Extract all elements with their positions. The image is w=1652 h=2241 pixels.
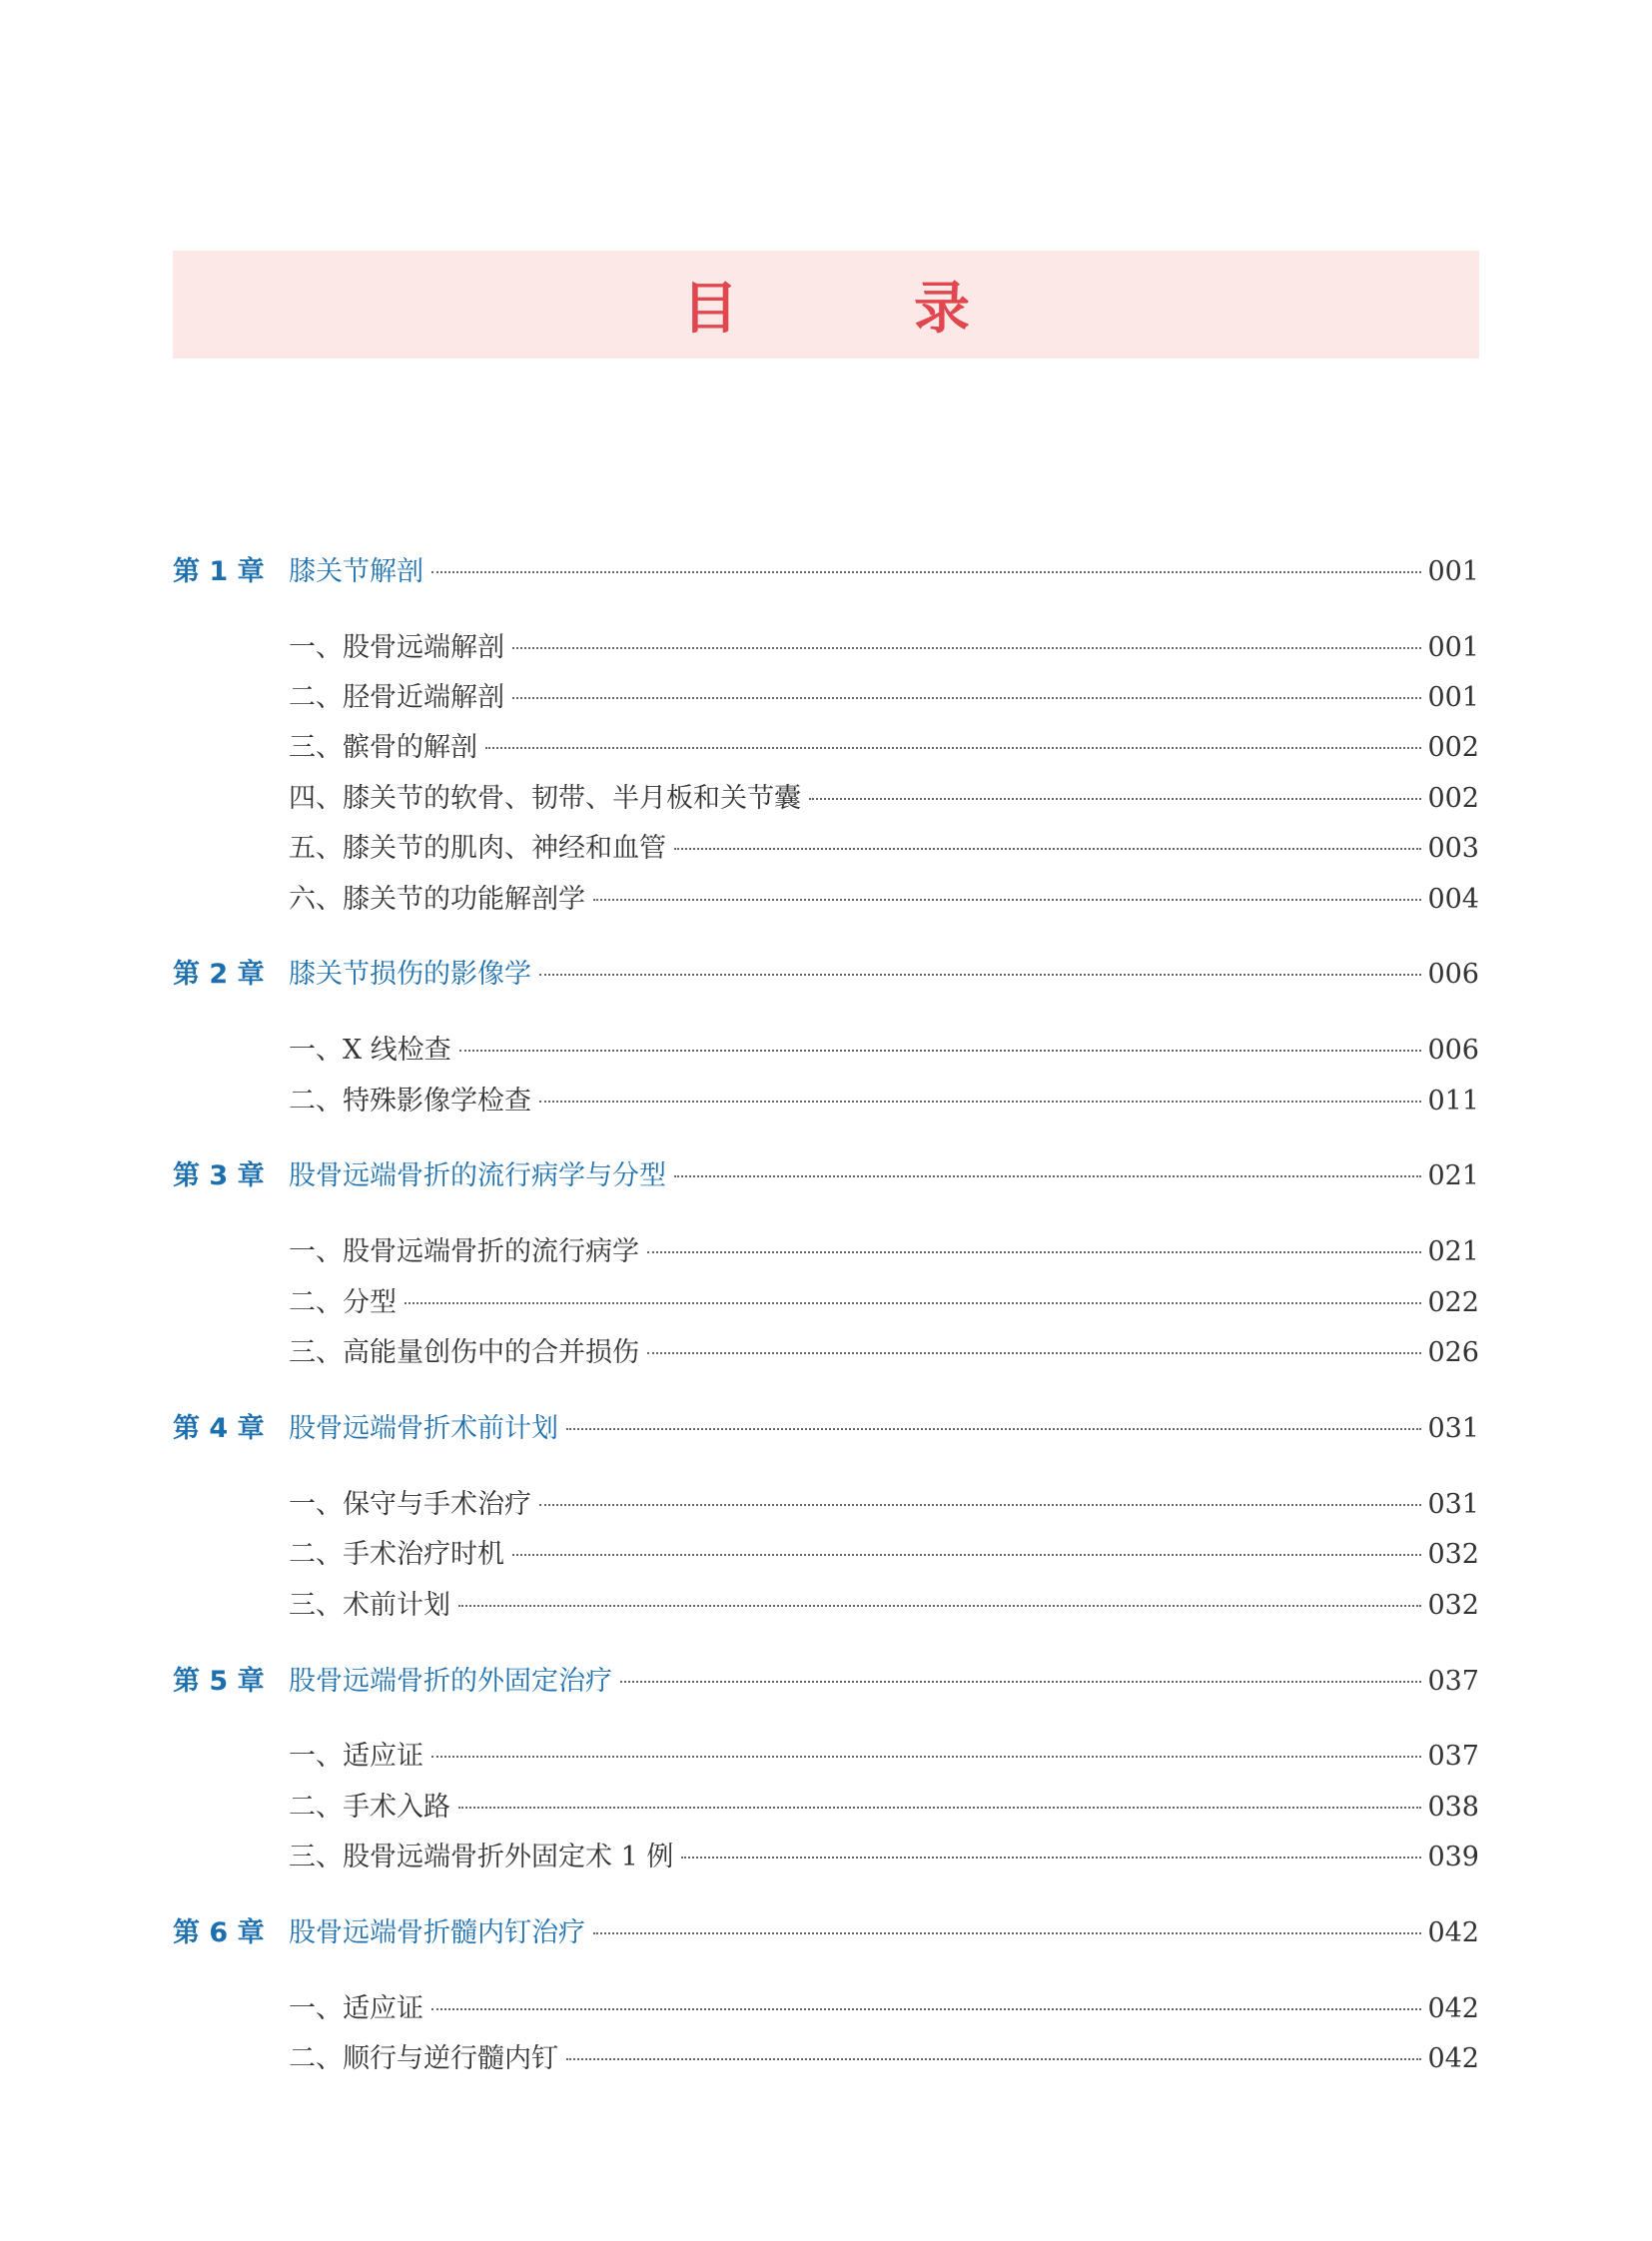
page-number: 002 — [1427, 732, 1479, 763]
section-title: 一、股骨远端解剖 — [289, 632, 504, 663]
dot-leader — [566, 1428, 1421, 1430]
dot-leader — [674, 848, 1421, 850]
dot-leader — [405, 1302, 1421, 1304]
page-number: 002 — [1427, 783, 1479, 814]
title-band — [173, 251, 1479, 359]
chapter-number: 第 2 章 — [173, 959, 265, 990]
page-number: 031 — [1427, 1489, 1479, 1520]
page-number: 006 — [1427, 959, 1479, 990]
page-number: 037 — [1427, 1666, 1479, 1697]
section-title: 一、X 线检查 — [289, 1035, 451, 1066]
page-number: 021 — [1427, 1160, 1479, 1191]
toc-section[interactable] — [173, 625, 1479, 664]
toc-section[interactable] — [173, 1734, 1479, 1773]
page-number: 039 — [1427, 1842, 1479, 1872]
dot-leader — [539, 974, 1421, 976]
page-number: 006 — [1427, 1035, 1479, 1066]
section-title: 二、胫骨近端解剖 — [289, 682, 504, 713]
toc-chapter-2[interactable] — [173, 952, 1479, 991]
toc-section[interactable] — [173, 1079, 1479, 1118]
chapter-title: 股骨远端骨折的流行病学与分型 — [289, 1160, 666, 1191]
page-number: 004 — [1427, 884, 1479, 915]
toc-section[interactable] — [173, 1835, 1479, 1873]
chapter-title: 膝关节损伤的影像学 — [289, 959, 531, 990]
toc-section[interactable] — [173, 1330, 1479, 1369]
chapter-number: 第 3 章 — [173, 1160, 265, 1191]
page-number: 026 — [1427, 1337, 1479, 1368]
toc-section[interactable] — [173, 1028, 1479, 1067]
section-title: 五、膝关节的肌肉、神经和血管 — [289, 833, 666, 864]
page-number: 042 — [1427, 2043, 1479, 2074]
chapter-title: 股骨远端骨折髓内钉治疗 — [289, 1917, 585, 1948]
toc-section[interactable] — [173, 826, 1479, 865]
chapter-number: 第 1 章 — [173, 556, 265, 587]
section-title: 三、高能量创伤中的合并损伤 — [289, 1337, 639, 1368]
dot-leader — [647, 1352, 1421, 1354]
chapter-title: 股骨远端骨折术前计划 — [289, 1413, 558, 1444]
toc-chapter-3[interactable] — [173, 1153, 1479, 1192]
page-number: 042 — [1427, 1993, 1479, 2024]
section-title: 一、保守与手术治疗 — [289, 1489, 531, 1520]
toc-section[interactable] — [173, 1583, 1479, 1622]
toc-section[interactable] — [173, 675, 1479, 714]
page-number: 031 — [1427, 1413, 1479, 1444]
dot-leader — [593, 1932, 1421, 1934]
section-title: 四、膝关节的软骨、韧带、半月板和关节囊 — [289, 783, 801, 814]
section-title: 二、顺行与逆行髓内钉 — [289, 2043, 558, 2074]
toc-chapter-1[interactable] — [173, 549, 1479, 588]
dot-leader — [431, 2008, 1421, 2010]
toc-section[interactable] — [173, 1229, 1479, 1268]
dot-leader — [512, 647, 1421, 649]
page-number: 042 — [1427, 1917, 1479, 1948]
toc-chapter-5[interactable] — [173, 1659, 1479, 1698]
dot-leader — [620, 1681, 1421, 1683]
dot-leader — [431, 571, 1421, 573]
chapter-number: 第 5 章 — [173, 1666, 265, 1697]
section-title: 二、手术入路 — [289, 1792, 450, 1823]
page-number: 021 — [1427, 1236, 1479, 1267]
dot-leader — [512, 697, 1421, 699]
chapter-title: 股骨远端骨折的外固定治疗 — [289, 1666, 612, 1697]
section-title: 二、手术治疗时机 — [289, 1539, 504, 1570]
toc-section[interactable] — [173, 725, 1479, 764]
section-title: 二、特殊影像学检查 — [289, 1086, 531, 1117]
dot-leader — [647, 1251, 1421, 1253]
toc-section[interactable] — [173, 1532, 1479, 1571]
toc-section[interactable] — [173, 1280, 1479, 1319]
section-title: 一、适应证 — [289, 1741, 423, 1772]
section-title: 一、适应证 — [289, 1993, 423, 2024]
section-title: 二、分型 — [289, 1287, 397, 1318]
section-title: 三、髌骨的解剖 — [289, 732, 477, 763]
page-title: 目 录 — [682, 276, 1030, 342]
section-title: 三、股骨远端骨折外固定术 1 例 — [289, 1842, 674, 1872]
page-number: 003 — [1427, 833, 1479, 864]
toc-section[interactable] — [173, 1482, 1479, 1521]
dot-leader — [485, 747, 1421, 749]
dot-leader — [431, 1756, 1421, 1758]
page-number: 001 — [1427, 682, 1479, 713]
toc-chapter-4[interactable] — [173, 1406, 1479, 1445]
chapter-number: 第 4 章 — [173, 1413, 265, 1444]
page-number: 037 — [1427, 1741, 1479, 1772]
section-title: 三、术前计划 — [289, 1590, 450, 1621]
toc-section[interactable] — [173, 1986, 1479, 2025]
dot-leader — [512, 1554, 1421, 1556]
section-title: 一、股骨远端骨折的流行病学 — [289, 1236, 639, 1267]
dot-leader — [593, 899, 1421, 901]
page-number: 032 — [1427, 1590, 1479, 1621]
page-number: 011 — [1427, 1086, 1479, 1117]
dot-leader — [458, 1605, 1421, 1607]
dot-leader — [459, 1050, 1422, 1052]
chapter-title: 膝关节解剖 — [289, 556, 423, 587]
page-number: 038 — [1427, 1792, 1479, 1823]
page-number: 032 — [1427, 1539, 1479, 1570]
page-number: 022 — [1427, 1287, 1479, 1318]
dot-leader — [674, 1175, 1421, 1177]
toc-section[interactable] — [173, 877, 1479, 916]
toc-section[interactable] — [173, 2036, 1479, 2075]
toc-section[interactable] — [173, 776, 1479, 815]
page-number: 001 — [1427, 632, 1479, 663]
dot-leader — [809, 798, 1421, 800]
page-number: 001 — [1427, 556, 1479, 587]
toc-chapter-6[interactable] — [173, 1910, 1479, 1949]
dot-leader — [539, 1101, 1421, 1103]
chapter-number: 第 6 章 — [173, 1917, 265, 1948]
toc-section[interactable] — [173, 1785, 1479, 1824]
section-title: 六、膝关节的功能解剖学 — [289, 884, 585, 915]
dot-leader — [681, 1857, 1421, 1859]
dot-leader — [539, 1504, 1421, 1506]
dot-leader — [566, 2058, 1421, 2060]
dot-leader — [458, 1807, 1421, 1809]
